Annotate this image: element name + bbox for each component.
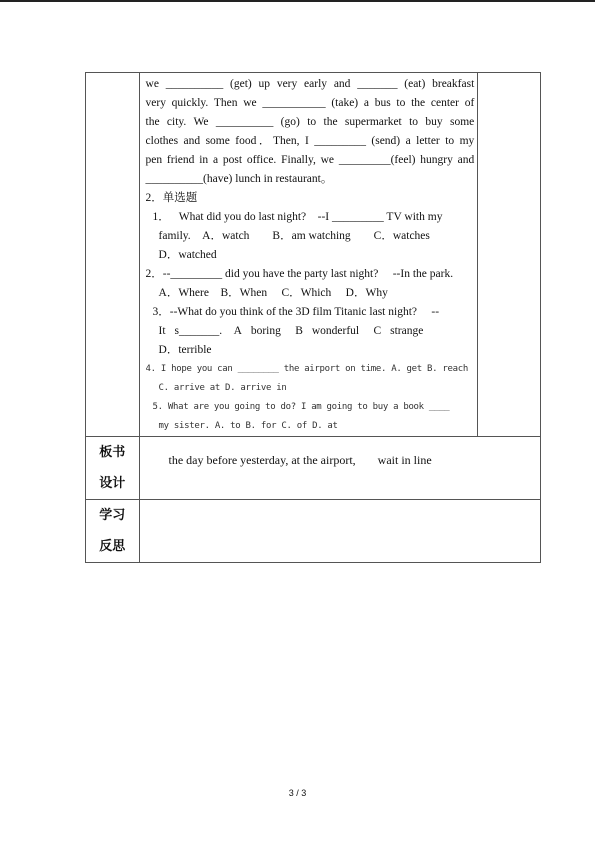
lesson-table xyxy=(85,72,541,563)
exercise-row xyxy=(86,73,541,437)
question-1: 1． What did you do last night? --I _________ TV with my xyxy=(152,211,443,223)
fill-in-paragraph xyxy=(146,75,475,189)
fill-line: we __________ (get) up very early and _______ (eat) breakfast xyxy=(145,78,475,90)
reflection-content-cell xyxy=(139,500,540,563)
exercise-content-cell xyxy=(139,73,478,437)
reflection-label-line: 反思 xyxy=(99,539,126,554)
question-2: 2．--_________ did you have the party last night? --In the park. xyxy=(145,268,454,280)
question-2-options: A．Where B．When C．Which D．Why xyxy=(158,287,388,299)
board-text-phrase: wait in line xyxy=(377,453,432,467)
board-text-phrases: the day before yesterday, at the airport, xyxy=(168,453,356,467)
question-4: 4. I hope you can ________ the airport on time. A. get B. reach xyxy=(145,364,468,374)
fill-line: pen friend in a post office. Finally, we _________(feel) hungry and xyxy=(145,154,475,166)
board-label-cell xyxy=(86,437,140,500)
reflection-row xyxy=(86,500,541,563)
fill-line: clothes and some food．Then, I _________ (send) a letter to my xyxy=(145,135,475,147)
reflection-label-cell xyxy=(86,500,140,563)
question-3: 3．--What do you think of the 3D film Titanic last night? -- xyxy=(152,306,440,318)
exercise-side-cell xyxy=(478,73,541,437)
fill-line: the city. We __________ (go) to the supermarket to buy some xyxy=(145,116,475,128)
fill-line: __________(have) lunch in restaurant。 xyxy=(145,173,333,185)
question-1-options-cont: D．watched xyxy=(158,249,217,261)
board-label-line: 设计 xyxy=(99,476,126,491)
question-3-options: It s_______. A．boring B．wonderful C．strange xyxy=(158,325,424,337)
reflection-label-line: 学习 xyxy=(99,508,126,523)
board-content-cell xyxy=(139,437,540,500)
question-5: 5. What are you going to do? I am going to buy a book ____ xyxy=(152,402,450,412)
question-1-options: family. A．watch B．am watching C．watches xyxy=(158,230,430,242)
question-5-options: my sister. A. to B. for C. of D. at xyxy=(158,421,338,431)
fill-line: very quickly. Then we ___________ (take) a bus to the center of xyxy=(145,97,475,109)
question-4-options: C. arrive at D. arrive in xyxy=(158,383,287,393)
exercise-label-cell xyxy=(86,73,140,437)
header-rule xyxy=(0,0,595,2)
board-label-line: 板书 xyxy=(99,445,126,460)
section-title: 2．单选题 xyxy=(145,192,198,204)
question-3-options-cont: D．terrible xyxy=(158,344,212,356)
board-design-row xyxy=(86,437,541,500)
page-number: 3 / 3 xyxy=(288,788,307,798)
